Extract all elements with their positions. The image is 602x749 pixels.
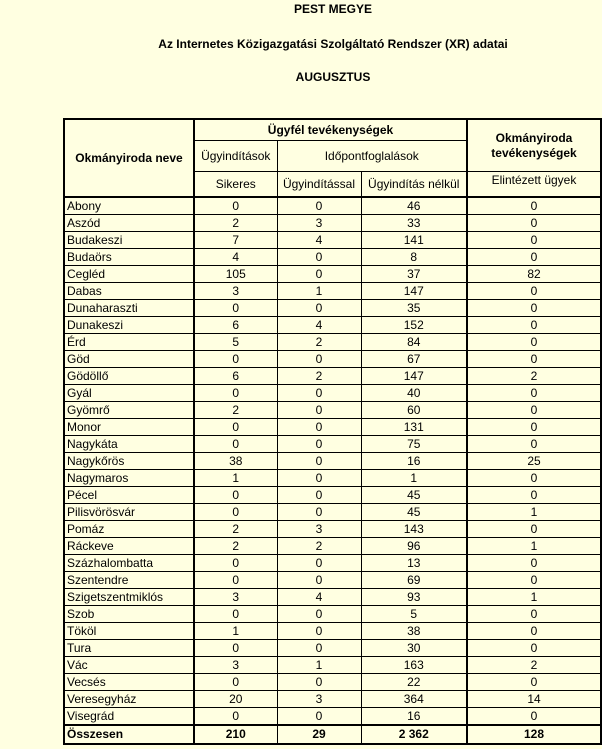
successful-cell: 0 bbox=[194, 606, 277, 623]
completed-cell: 0 bbox=[467, 300, 601, 317]
completed-cell: 0 bbox=[467, 317, 601, 334]
total-row bbox=[64, 725, 601, 744]
office-name-cell: Nagykőrös bbox=[64, 453, 194, 470]
table-row bbox=[64, 368, 601, 385]
without-initiation-cell: 35 bbox=[361, 300, 467, 317]
table-row bbox=[64, 385, 601, 402]
office-name-cell: Érd bbox=[64, 334, 194, 351]
table-row bbox=[64, 657, 601, 674]
county-title: PEST MEGYE bbox=[293, 2, 373, 16]
without-initiation-cell: 1 bbox=[361, 470, 467, 487]
successful-cell: 4 bbox=[194, 249, 277, 266]
office-name-cell: Aszód bbox=[64, 215, 194, 232]
with-initiation-cell: 0 bbox=[277, 708, 361, 726]
completed-cell: 0 bbox=[467, 470, 601, 487]
with-initiation-cell: 2 bbox=[277, 334, 361, 351]
with-initiation-cell: 4 bbox=[277, 589, 361, 606]
office-name-cell: Gyál bbox=[64, 385, 194, 402]
office-name-cell: Ráckeve bbox=[64, 538, 194, 555]
initiations-header: Ügyindítások bbox=[194, 141, 277, 172]
total-successful: 210 bbox=[194, 725, 277, 744]
bookings-header: Időpontfoglalások bbox=[277, 141, 467, 172]
with-initiation-cell: 0 bbox=[277, 674, 361, 691]
with-initiation-cell: 2 bbox=[277, 368, 361, 385]
with-initiation-cell: 0 bbox=[277, 504, 361, 521]
without-initiation-cell: 67 bbox=[361, 351, 467, 368]
table-row bbox=[64, 674, 601, 691]
successful-cell: 2 bbox=[194, 538, 277, 555]
table-row bbox=[64, 266, 601, 283]
table-row bbox=[64, 487, 601, 504]
office-name-cell: Visegrád bbox=[64, 708, 194, 726]
table-row bbox=[64, 708, 601, 726]
completed-cell: 2 bbox=[467, 368, 601, 385]
with-initiation-cell: 0 bbox=[277, 351, 361, 368]
successful-cell: 6 bbox=[194, 317, 277, 334]
table-row bbox=[64, 589, 601, 606]
table-row bbox=[64, 623, 601, 640]
without-initiation-cell: 40 bbox=[361, 385, 467, 402]
with-initiation-cell: 1 bbox=[277, 283, 361, 300]
successful-cell: 38 bbox=[194, 453, 277, 470]
successful-cell: 0 bbox=[194, 640, 277, 657]
office-name-cell: Abony bbox=[64, 197, 194, 215]
with-initiation-cell: 0 bbox=[277, 419, 361, 436]
completed-cell: 0 bbox=[467, 572, 601, 589]
successful-cell: 0 bbox=[194, 300, 277, 317]
without-initiation-cell: 147 bbox=[361, 368, 467, 385]
office-name-cell: Pomáz bbox=[64, 521, 194, 538]
completed-cell: 0 bbox=[467, 249, 601, 266]
without-initiation-cell: 364 bbox=[361, 691, 467, 708]
successful-cell: 0 bbox=[194, 385, 277, 402]
without-initiation-cell: 37 bbox=[361, 266, 467, 283]
with-initiation-cell: 2 bbox=[277, 538, 361, 555]
month-title: AUGUSZTUS bbox=[295, 70, 371, 84]
without-initiation-cell: 131 bbox=[361, 419, 467, 436]
client-activities-header: Ügyfél tevékenységek bbox=[194, 119, 467, 141]
office-name-cell: Százhalombatta bbox=[64, 555, 194, 572]
without-initiation-cell: 16 bbox=[361, 453, 467, 470]
table-row bbox=[64, 521, 601, 538]
office-name-cell: Pilisvörösvár bbox=[64, 504, 194, 521]
completed-cell: 0 bbox=[467, 623, 601, 640]
report-subtitle: Az Internetes Közigazgatási Szolgáltató Rendszer (XR) adatai bbox=[158, 37, 508, 51]
with-initiation-cell: 0 bbox=[277, 640, 361, 657]
without-initiation-cell: 93 bbox=[361, 589, 467, 606]
office-name-cell: Nagykáta bbox=[64, 436, 194, 453]
office-name-cell: Dunaharaszti bbox=[64, 300, 194, 317]
office-activities-label: Okmányiroda tevékenységek bbox=[491, 130, 577, 160]
table-row bbox=[64, 351, 601, 368]
completed-cell: 1 bbox=[467, 538, 601, 555]
successful-cell: 0 bbox=[194, 487, 277, 504]
without-initiation-cell: 143 bbox=[361, 521, 467, 538]
completed-cell: 0 bbox=[467, 197, 601, 215]
without-initiation-cell: 147 bbox=[361, 283, 467, 300]
total-without-initiation: 2 362 bbox=[361, 725, 467, 744]
with-initiation-cell: 0 bbox=[277, 402, 361, 419]
without-initiation-cell: 45 bbox=[361, 487, 467, 504]
office-name-cell: Göd bbox=[64, 351, 194, 368]
completed-cell: 0 bbox=[467, 385, 601, 402]
with-initiation-cell: 0 bbox=[277, 572, 361, 589]
table-row bbox=[64, 572, 601, 589]
office-name-cell: Monor bbox=[64, 419, 194, 436]
office-name-cell: Szob bbox=[64, 606, 194, 623]
office-name-cell: Dabas bbox=[64, 283, 194, 300]
office-name-cell: Cegléd bbox=[64, 266, 194, 283]
completed-cell: 0 bbox=[467, 555, 601, 572]
with-initiation-cell: 0 bbox=[277, 453, 361, 470]
without-initiation-cell: 60 bbox=[361, 402, 467, 419]
with-initiation-cell: 0 bbox=[277, 385, 361, 402]
table-row bbox=[64, 470, 601, 487]
with-initiation-cell: 0 bbox=[277, 470, 361, 487]
office-name-header: Okmányiroda neve bbox=[64, 119, 194, 197]
without-initiation-cell: 5 bbox=[361, 606, 467, 623]
successful-cell: 3 bbox=[194, 657, 277, 674]
successful-cell: 3 bbox=[194, 589, 277, 606]
without-initiation-cell: 163 bbox=[361, 657, 467, 674]
with-initiation-cell: 3 bbox=[277, 215, 361, 232]
statistics-table bbox=[63, 118, 602, 745]
completed-cell: 0 bbox=[467, 419, 601, 436]
without-initiation-cell: 8 bbox=[361, 249, 467, 266]
successful-cell: 2 bbox=[194, 402, 277, 419]
completed-cell: 0 bbox=[467, 215, 601, 232]
with-initiation-cell: 0 bbox=[277, 487, 361, 504]
office-name-cell: Gödöllő bbox=[64, 368, 194, 385]
completed-cell: 0 bbox=[467, 402, 601, 419]
completed-cell: 0 bbox=[467, 436, 601, 453]
successful-cell: 0 bbox=[194, 436, 277, 453]
successful-cell: 0 bbox=[194, 419, 277, 436]
successful-cell: 1 bbox=[194, 623, 277, 640]
office-name-cell: Nagymaros bbox=[64, 470, 194, 487]
table-row bbox=[64, 249, 601, 266]
total-label: Összesen bbox=[64, 725, 194, 744]
with-initiation-cell: 0 bbox=[277, 197, 361, 215]
completed-cell: 2 bbox=[467, 657, 601, 674]
without-initiation-cell: 84 bbox=[361, 334, 467, 351]
successful-cell: 2 bbox=[194, 215, 277, 232]
office-name-cell: Vác bbox=[64, 657, 194, 674]
table-row bbox=[64, 419, 601, 436]
completed-cell: 0 bbox=[467, 606, 601, 623]
completed-cell: 14 bbox=[467, 691, 601, 708]
successful-cell: 0 bbox=[194, 504, 277, 521]
table-row bbox=[64, 555, 601, 572]
without-initiation-cell: 22 bbox=[361, 674, 467, 691]
with-initiation-cell: 1 bbox=[277, 657, 361, 674]
table-row bbox=[64, 436, 601, 453]
office-activities-header bbox=[467, 119, 601, 172]
successful-cell: 0 bbox=[194, 197, 277, 215]
table-row bbox=[64, 402, 601, 419]
table-row bbox=[64, 283, 601, 300]
with-initiation-cell: 0 bbox=[277, 300, 361, 317]
office-name-cell: Szentendre bbox=[64, 572, 194, 589]
without-initiation-cell: 75 bbox=[361, 436, 467, 453]
table-row bbox=[64, 640, 601, 657]
successful-cell: 20 bbox=[194, 691, 277, 708]
successful-cell: 5 bbox=[194, 334, 277, 351]
table-row bbox=[64, 538, 601, 555]
table-row bbox=[64, 453, 601, 470]
successful-cell: 1 bbox=[194, 470, 277, 487]
completed-cell: 25 bbox=[467, 453, 601, 470]
with-initiation-cell: 3 bbox=[277, 521, 361, 538]
office-name-cell: Gyömrő bbox=[64, 402, 194, 419]
with-initiation-cell: 3 bbox=[277, 691, 361, 708]
with-initiation-cell: 4 bbox=[277, 317, 361, 334]
without-initiation-cell: 69 bbox=[361, 572, 467, 589]
total-completed: 128 bbox=[467, 725, 601, 744]
completed-cell: 1 bbox=[467, 589, 601, 606]
successful-cell: 6 bbox=[194, 368, 277, 385]
successful-cell: 0 bbox=[194, 674, 277, 691]
with-initiation-cell: 0 bbox=[277, 606, 361, 623]
table-row bbox=[64, 334, 601, 351]
successful-cell: 105 bbox=[194, 266, 277, 283]
completed-cell: 1 bbox=[467, 504, 601, 521]
without-initiation-cell: 96 bbox=[361, 538, 467, 555]
completed-cell: 0 bbox=[467, 521, 601, 538]
table-row bbox=[64, 300, 601, 317]
office-name-cell: Szigetszentmiklós bbox=[64, 589, 194, 606]
office-name-cell: Pécel bbox=[64, 487, 194, 504]
without-initiation-cell: 152 bbox=[361, 317, 467, 334]
office-name-cell: Budakeszi bbox=[64, 232, 194, 249]
with-initiation-cell: 4 bbox=[277, 232, 361, 249]
table-row bbox=[64, 691, 601, 708]
completed-cell: 82 bbox=[467, 266, 601, 283]
office-name-cell: Dunakeszi bbox=[64, 317, 194, 334]
with-initiation-cell: 0 bbox=[277, 623, 361, 640]
completed-cell: 0 bbox=[467, 640, 601, 657]
table-row bbox=[64, 317, 601, 334]
successful-cell: 7 bbox=[194, 232, 277, 249]
with-initiation-cell: 0 bbox=[277, 436, 361, 453]
completed-header: Elintézett ügyek bbox=[467, 172, 601, 198]
table-row bbox=[64, 504, 601, 521]
successful-cell: 3 bbox=[194, 283, 277, 300]
successful-cell: 2 bbox=[194, 521, 277, 538]
without-initiation-cell: 30 bbox=[361, 640, 467, 657]
without-initiation-cell: 46 bbox=[361, 197, 467, 215]
successful-cell: 0 bbox=[194, 572, 277, 589]
without-initiation-cell: 38 bbox=[361, 623, 467, 640]
without-initiation-header: Ügyindítás nélkül bbox=[361, 172, 467, 198]
completed-cell: 0 bbox=[467, 232, 601, 249]
completed-cell: 0 bbox=[467, 674, 601, 691]
with-initiation-cell: 0 bbox=[277, 555, 361, 572]
without-initiation-cell: 13 bbox=[361, 555, 467, 572]
office-name-cell: Veresegyház bbox=[64, 691, 194, 708]
successful-header: Sikeres bbox=[194, 172, 277, 198]
successful-cell: 0 bbox=[194, 555, 277, 572]
without-initiation-cell: 33 bbox=[361, 215, 467, 232]
table-row bbox=[64, 232, 601, 249]
office-name-cell: Tura bbox=[64, 640, 194, 657]
completed-cell: 0 bbox=[467, 334, 601, 351]
completed-cell: 0 bbox=[467, 708, 601, 726]
completed-cell: 0 bbox=[467, 487, 601, 504]
office-name-cell: Tököl bbox=[64, 623, 194, 640]
without-initiation-cell: 45 bbox=[361, 504, 467, 521]
without-initiation-cell: 16 bbox=[361, 708, 467, 726]
completed-cell: 0 bbox=[467, 283, 601, 300]
successful-cell: 0 bbox=[194, 351, 277, 368]
completed-cell: 0 bbox=[467, 351, 601, 368]
table-row bbox=[64, 606, 601, 623]
office-name-cell: Budaörs bbox=[64, 249, 194, 266]
with-initiation-header: Ügyindítással bbox=[277, 172, 361, 198]
table-row bbox=[64, 215, 601, 232]
without-initiation-cell: 141 bbox=[361, 232, 467, 249]
successful-cell: 0 bbox=[194, 708, 277, 726]
office-name-cell: Vecsés bbox=[64, 674, 194, 691]
total-with-initiation: 29 bbox=[277, 725, 361, 744]
with-initiation-cell: 0 bbox=[277, 249, 361, 266]
with-initiation-cell: 0 bbox=[277, 266, 361, 283]
table-row bbox=[64, 197, 601, 215]
